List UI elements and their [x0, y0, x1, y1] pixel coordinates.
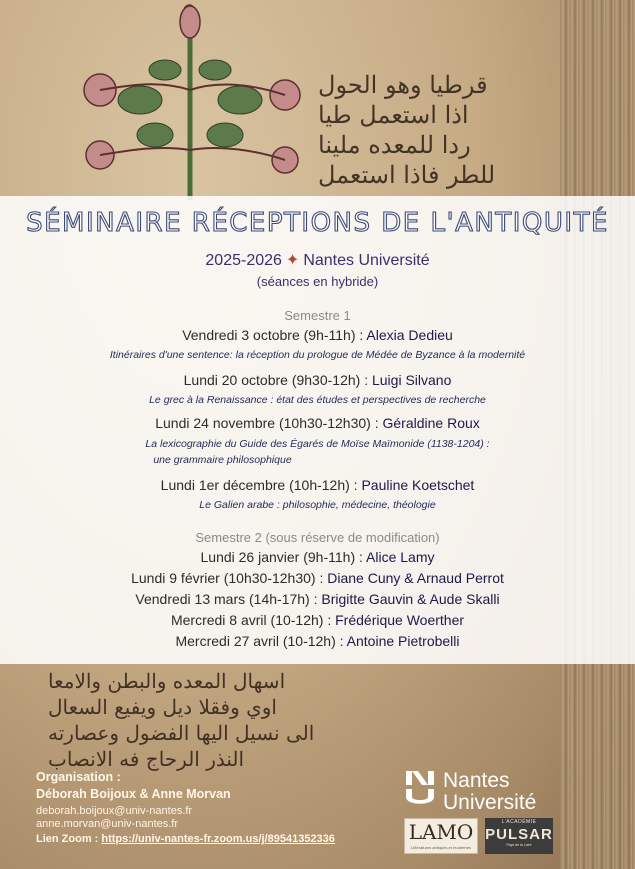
session-row: [0, 591, 635, 607]
session-speaker: Alexia Dedieu: [366, 327, 453, 343]
pulsar-logo: [485, 818, 553, 854]
session-speaker: Frédérique Woerther: [335, 612, 465, 628]
pulsar-logo-subtitle: Pays de la Loire: [506, 843, 532, 847]
semester-1-label: Semestre 1: [284, 308, 351, 323]
session-row: [0, 633, 635, 649]
session-speaker: Luigi Silvano: [371, 372, 452, 388]
manuscript-text-bottom: ﺍﺳﻬﺎﻝ ﺍﻟﻤﻌﺪﻩ ﻭﺍﻟﺒﻄﻦ ﻭﺍﻻﻣﻌﺎ ﺍﻭﻱ ﻭﻓﻘﻼ ﺩﻳﻞ ﻭﻳﻔﯿﻊ ﺍﻟﺴﻌﺎﻝ ﺍﻟﻰ ﻧﺴﯿﻞ ﺍﻟﻴﻬﺎ ﺍﻟﻔﻀﻮﻝ ﻭﻋﺼﺎﺭﺗﻪ ﺍﻟﻨﺬﺭ ﺍﻟﺮﺣﺎﺝ ﻓﻪ ﺍﻻﻧﺼﺎﺏ: [48, 669, 315, 771]
session-row: [0, 612, 635, 628]
pulsar-logo-top: L'ACADÉMIE: [501, 819, 537, 825]
subtitle: [0, 250, 635, 270]
academic-years: 2025-2026: [205, 252, 282, 269]
session-speaker: Antoine Pietrobelli: [346, 633, 460, 649]
lamo-logo-text: LAMO: [408, 820, 474, 844]
session-topic: Le grec à la Renaissance : état des études et perspectives de recherche: [149, 394, 486, 406]
semester-2-label: Semestre 2 (sous réserve de modification): [195, 530, 440, 545]
session-date: Mercredi 8 avril (10-12h) :: [170, 612, 336, 628]
organiser-email-2[interactable]: anne.morvan@univ-nantes.fr: [36, 818, 179, 830]
manuscript-text-top: ﻗﺮﻃﯿﺎ ﻭﻫﻮ ﺍﻟﺤﻮﻝ ﺍﺫﺍ ﺍﺳﺘﻌﻤﻞ ﻃﯿﺎ ﺭﺩﺍ ﻟﻠﻤﻌﺪﻩ ﻣﻠﯿﻨﺎ ﻟﻠﻄﺮ ﻓﺎﺫﺍ ﺍﺳﺘﻌﻤﻞ: [318, 71, 496, 189]
nantes-logo-line-1: Nantes: [443, 769, 510, 792]
organiser-email-1[interactable]: deborah.boijoux@univ-nantes.fr: [36, 805, 193, 817]
nantes-universite-logo: [405, 770, 536, 814]
lamo-logo: [404, 818, 478, 854]
lamo-logo-subtitle: Littératures antiques et modernes: [411, 845, 471, 850]
session-date: Vendredi 13 mars (14h-17h) :: [135, 591, 322, 607]
session-date: Lundi 26 janvier (9h-11h) :: [200, 549, 367, 565]
session-speaker: Brigitte Gauvin & Aude Skalli: [321, 591, 500, 607]
organisation-label: Organisation :: [36, 770, 121, 784]
zoom-link[interactable]: https://univ-nantes-fr.zoom.us/j/89541352336: [101, 833, 335, 845]
zoom-line: [36, 833, 335, 845]
session-speaker: Alice Lamy: [366, 549, 435, 565]
session-topic: Le Galien arabe : philosophie, médecine, théologie: [199, 499, 436, 511]
session-date: Lundi 9 février (10h30-12h30) :: [131, 570, 328, 586]
nantes-logo-line-2: Université: [443, 791, 537, 814]
seminar-title: SÉMINAIRE RÉCEPTIONS DE L'ANTIQUITÉ: [26, 208, 609, 238]
star-icon: ✦: [285, 252, 300, 269]
illuminated-plant-illustration: [40, 0, 330, 200]
session-speaker: Pauline Koetschet: [361, 477, 475, 493]
session-speaker: Géraldine Roux: [382, 415, 480, 431]
session-row: [0, 415, 635, 431]
organisation-block: [36, 770, 335, 845]
session-date: Vendredi 3 octobre (9h-11h) :: [182, 327, 367, 343]
pulsar-logo-text: PULSAR: [485, 826, 553, 843]
session-date: Lundi 20 octobre (9h30-12h) :: [183, 372, 372, 388]
organisers-names: Déborah Boijoux & Anne Morvan: [36, 787, 231, 801]
session-row: [0, 477, 635, 493]
session-row: [0, 570, 635, 586]
zoom-label: Lien Zoom :: [36, 833, 102, 845]
session-topic: La lexicographie du Guide des Égarés de Moïse Maïmonide (1138-1204) :: [145, 438, 490, 450]
session-speaker: Diane Cuny & Arnaud Perrot: [327, 570, 504, 586]
session-topic-continued: une grammaire philosophique: [153, 454, 292, 466]
session-row: [0, 327, 635, 343]
session-date: Lundi 24 novembre (10h30-12h30) :: [155, 415, 383, 431]
session-date: Mercredi 27 avril (10-12h) :: [175, 633, 347, 649]
session-row: [0, 549, 635, 565]
session-mode: (séances en hybride): [256, 274, 379, 289]
institution-name: Nantes Université: [303, 252, 430, 269]
session-row: [0, 372, 635, 388]
session-date: Lundi 1er décembre (10h-12h) :: [160, 477, 362, 493]
session-topic: Itinéraires d'une sentence: la réception du prologue de Médée de Byzance à la modernité: [109, 349, 526, 361]
nantes-universite-mark-icon: [405, 770, 435, 806]
